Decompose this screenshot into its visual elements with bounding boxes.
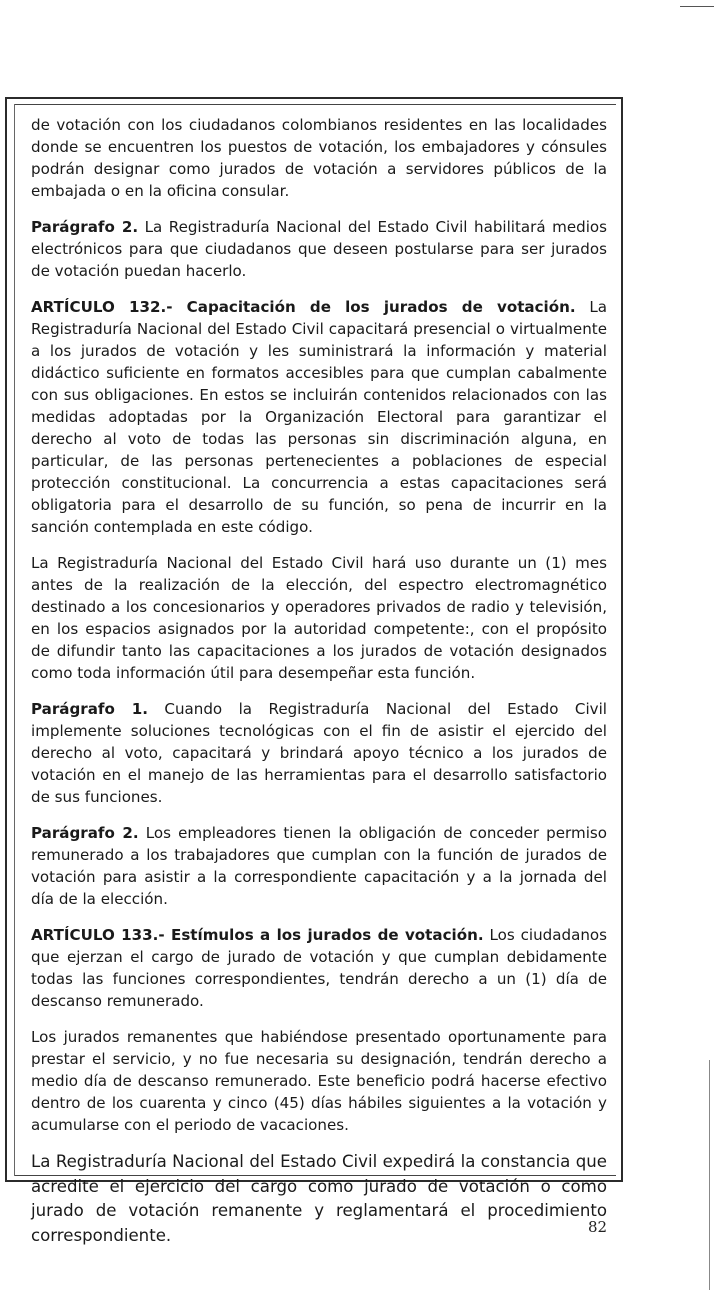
paragraph-text: Los ciudadanos que ejerzan el cargo de jurado de votación y que cumplan debidamente todas las funciones correspondientes, tendrán derecho a un (1) día de descanso remunerado. <box>31 926 607 1010</box>
paragraph-text: La Registraduría Nacional del Estado Civil hará uso durante un (1) mes antes de la realización de la elección, del espectro electromagnético destinado a los concesionarios y operadores privados de radio y televisión, en los espacios asignados por la autoridad competente:, con el propósito de difundir tanto las capacitaciones a los jurados de votación designados como toda información útil para desempeñar esta función. <box>31 554 607 682</box>
paragraph-text: Los empleadores tienen la obligación de conceder permiso remunerado a los trabajadores que cumplan con la función de jurados de votación para asistir a la correspondiente capacitación y a la jornada del día de la elección. <box>31 824 607 908</box>
paragraph-articulo-133 <box>31 924 607 1012</box>
paragraph-paragrafo-1-technology <box>31 698 607 808</box>
page-frame-inner-top <box>14 104 616 105</box>
scan-edge-line-top <box>680 6 714 7</box>
document-body <box>31 114 607 1262</box>
paragraph-text: Cuando la Registraduría Nacional del Estado Civil implemente soluciones tecnológicas con el fin de asistir el ejercido del derecho al voto, capacitará y brindará apoyo técnico a los jurados de votación en el manejo de las herramientas para el desarrollo satisfactorio de sus funciones. <box>31 700 607 806</box>
paragraph-certificate <box>31 1150 607 1248</box>
paragraph-text: La Registraduría Nacional del Estado Civil habilitará medios electrónicos para que ciudadanos que deseen postularse para ser jurados de votación puedan hacerlo. <box>31 218 607 280</box>
paragraph-paragrafo-2-electronic <box>31 216 607 282</box>
paragraph-lead: Parágrafo 2. <box>31 218 139 236</box>
paragraph-text: La Registraduría Nacional del Estado Civil capacitará presencial o virtualmente a los jurados de votación y les suministrará la información y material didáctico suficiente en formatos accesibles para que cumplan cabalmente con sus obligaciones. En estos se incluirán contenidos relacionados con las medidas adoptadas por la Organización Electoral para garantizar el derecho al voto de todas las personas sin discriminación alguna, en particular, de las personas pertenecientes a poblaciones de especial protección constitucional. La concurrencia a estas capacitaciones será obligatoria para el desarrollo de su función, so pena de incurrir en la sanción contemplada en este código. <box>31 298 607 536</box>
paragraph-paragrafo-2-employers <box>31 822 607 910</box>
page-number: 82 <box>588 1218 608 1236</box>
paragraph-articulo-132 <box>31 296 607 538</box>
article-heading: ARTÍCULO 133.- Estímulos a los jurados de votación. <box>31 926 484 944</box>
paragraph-text: La Registraduría Nacional del Estado Civil expedirá la constancia que acredite el ejercicio del cargo como jurado de votación o como jurado de votación remanente y reglamentará el procedimiento correspondiente. <box>31 1152 607 1245</box>
scan-edge-line-right <box>709 1060 710 1290</box>
paragraph-text: de votación con los ciudadanos colombianos residentes en las localidades donde se encuentren los puestos de votación, los embajadores y cónsules podrán designar como jurados de votación a servidores públicos de la embajada o en la oficina consular. <box>31 116 607 200</box>
paragraph-spectrum-use <box>31 552 607 684</box>
paragraph-continuation <box>31 114 607 202</box>
paragraph-text: Los jurados remanentes que habiéndose presentado oportunamente para prestar el servicio, y no fue necesaria su designación, tendrán derecho a medio día de descanso remunerado. Este beneficio podrá hacerse efectivo dentro de los cuarenta y cinco (45) días hábiles siguientes a la votación y acumularse con el periodo de vacaciones. <box>31 1028 607 1134</box>
article-heading: ARTÍCULO 132.- Capacitación de los jurados de votación. <box>31 298 576 316</box>
paragraph-lead: Parágrafo 1. <box>31 700 148 718</box>
paragraph-lead: Parágrafo 2. <box>31 824 139 842</box>
page-frame-inner-left <box>14 104 15 1176</box>
paragraph-remanent-jurors <box>31 1026 607 1136</box>
